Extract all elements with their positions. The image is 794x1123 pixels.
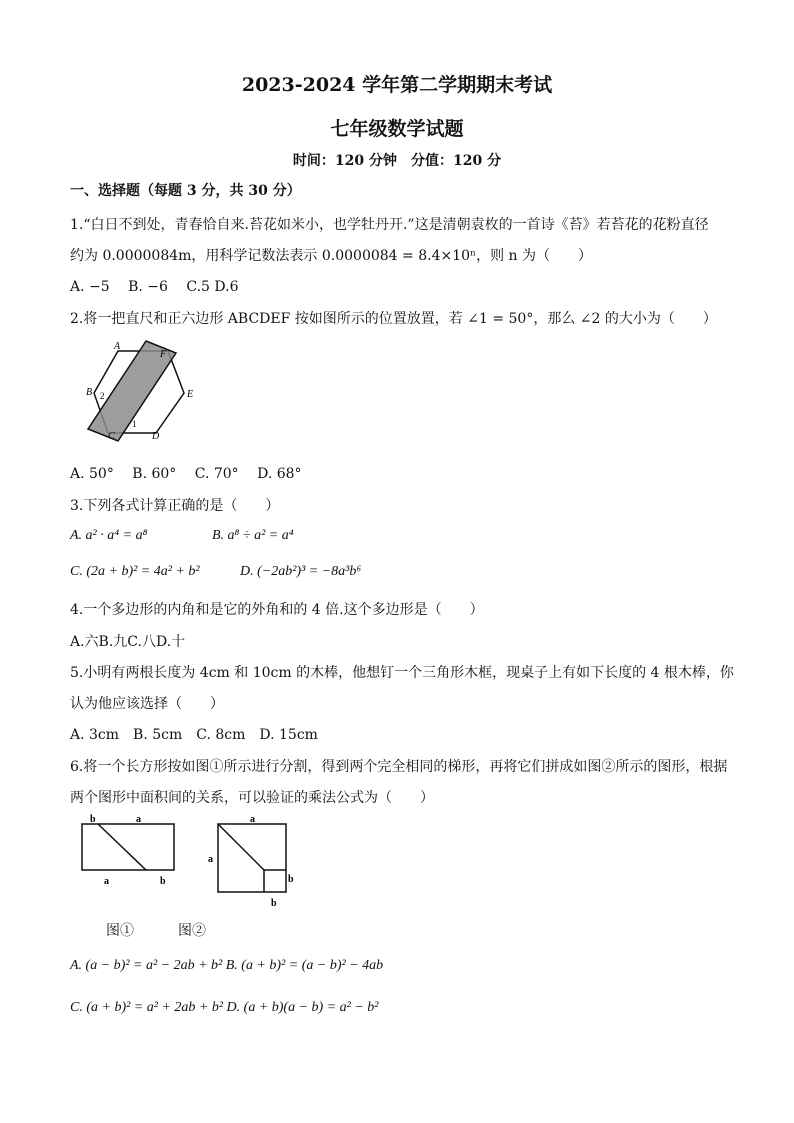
q3-option-d: D. (−2ab²)³ = −8a³b⁶ <box>240 564 362 579</box>
figure-label: F <box>160 349 167 360</box>
exam-title: 2023-2024 学年第二学期期末考试 <box>241 74 553 96</box>
dim-label: b <box>288 874 294 885</box>
figure-label: A <box>114 341 121 352</box>
exam-meta: 时间：120 分钟 分值：120 分 <box>292 153 502 169</box>
q6-options-cd: C. (a + b)² = a² + 2ab + b² D. (a + b)(a − b) = a² − b² <box>70 1000 379 1015</box>
figure2-caption: 图② <box>178 923 206 939</box>
q5-line2: 认为他应该选择（ ） <box>70 696 224 712</box>
angle-label: 1 <box>132 419 137 429</box>
q2-stem: 2.将一把直尺和正六边形 ABCDEF 按如图所示的位置放置，若 ∠1 = 50°，那么 ∠2 的大小为（ ） <box>70 311 717 327</box>
q5-line1: 5.小明有两根长度为 4cm 和 10cm 的木棒，他想钉一个三角形木框，现桌子上有如下长度的 4 根木棒，你 <box>70 665 734 681</box>
figure-label: C <box>108 431 115 442</box>
dim-label: b <box>271 898 277 909</box>
q6-line2: 两个图形中面积间的关系，可以验证的乘法公式为（ ） <box>70 790 434 806</box>
dim-label: a <box>136 814 141 825</box>
dim-label: a <box>208 854 213 865</box>
figure-label: D <box>152 431 160 442</box>
dim-label: b <box>160 876 166 887</box>
figure-label: B <box>86 387 93 398</box>
q2-options: A. 50° B. 60° C. 70° D. 68° <box>70 466 302 482</box>
angle-label: 2 <box>100 391 105 401</box>
q3-option-c: C. (2a + b)² = 4a² + b² <box>70 564 200 579</box>
rectangle-figures <box>76 812 306 912</box>
q3-stem: 3.下列各式计算正确的是（ ） <box>70 498 280 514</box>
dim-label: a <box>250 814 255 825</box>
dim-label: b <box>90 814 96 825</box>
figure-label: E <box>187 389 194 400</box>
q4-stem: 4.一个多边形的内角和是它的外角和的 4 倍.这个多边形是（ ） <box>70 602 484 618</box>
q1-line2: 约为 0.0000084m，用科学记数法表示 0.0000084 = 8.4×10ⁿ，则 n 为（ ） <box>70 248 593 264</box>
q1-line1: 1.“白日不到处，青春恰自来.苔花如米小，也学牡丹开.”这是清朝袁枚的一首诗《苔》若苔花的花粉直径 <box>70 217 709 233</box>
q6-line1: 6.将一个长方形按如图①所示进行分割，得到两个完全相同的梯形，再将它们拼成如图②所示的图形，根据 <box>70 759 728 775</box>
q6-options-ab: A. (a − b)² = a² − 2ab + b² B. (a + b)² = (a − b)² − 4ab <box>70 958 384 973</box>
q3-option-b: B. a⁸ ÷ a² = a⁴ <box>212 528 294 543</box>
q4-options: A.六B.九C.八D.十 <box>70 634 186 650</box>
q5-options: A. 3cm B. 5cm C. 8cm D. 15cm <box>70 727 318 743</box>
section-heading: 一、选择题（每题 3 分，共 30 分） <box>70 183 301 199</box>
q3-option-a: A. a² · a⁴ = a⁸ <box>70 528 148 543</box>
figure1-caption: 图① <box>106 923 134 939</box>
exam-subtitle: 七年级数学试题 <box>330 118 464 140</box>
q1-options: A. −5 B. −6 C.5 D.6 <box>70 279 239 295</box>
hexagon-ruler-figure <box>80 335 200 445</box>
dim-label: a <box>104 876 109 887</box>
